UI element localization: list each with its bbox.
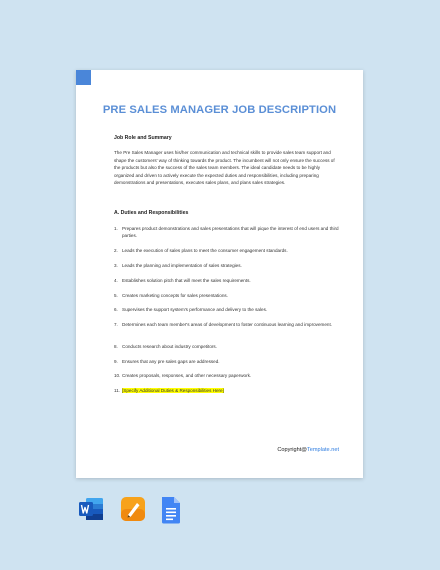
document-title: PRE SALES MANAGER JOB DESCRIPTION — [102, 104, 337, 116]
list-item-text: Conducts research about industry competitors. — [122, 344, 217, 349]
list-item-text: Creates proposals, responses, and other necessary paperwork. — [122, 373, 252, 378]
list-item-text: Determines each team member's areas of development to foster continuous learning and improvement. — [122, 322, 333, 327]
list-item-number: 1. — [114, 226, 118, 231]
list-item-text: Prepares product demonstrations and sales presentations that will pique the interest of end users and third parties. — [122, 226, 339, 239]
list-item — [114, 387, 340, 394]
google-docs-icon[interactable] — [160, 496, 182, 529]
list-item-number: 4. — [114, 278, 118, 283]
section-heading-summary: Job Role and Summary — [114, 135, 172, 141]
list-item — [114, 277, 340, 284]
list-item-number: 3. — [114, 263, 118, 268]
list-item — [114, 372, 340, 379]
list-item-text: Establishes solution pitch that will meet the sales requirements. — [122, 278, 251, 283]
list-item — [114, 247, 340, 254]
list-item-text: Leads the execution of sales plans to meet the consumer engagement standards. — [122, 248, 288, 253]
list-item-text: Leads the planning and implementation of sales strategies. — [122, 263, 242, 268]
placeholder-highlight: [Specify Additional Duties & Responsibilities Here] — [122, 388, 224, 393]
list-item-number: 8. — [114, 344, 118, 349]
list-item-number: 11. — [114, 388, 121, 393]
copyright-text: Copyright@ — [277, 447, 307, 453]
section-heading-duties: A. Duties and Responsibilities — [114, 210, 189, 216]
brand-link[interactable]: Template.net — [306, 447, 339, 453]
list-item — [114, 292, 340, 299]
summary-paragraph: The Pre Sales Manager uses his/her communication and technical skills to provide sales team support and shape the customers' way of thinking towards the product. The incumbent will not only ensure the success of the products but also the success of the sales team members. The ideal candidate needs to be highly organized and driven to actively execute the expected duties and responsibilities, including preparing demonstrations and presentations, executes sales plans, and plans sales strategies. — [114, 150, 335, 185]
list-item — [114, 321, 340, 328]
list-item-number: 10. — [114, 373, 121, 378]
document-page — [76, 70, 363, 478]
word-icon[interactable] — [78, 496, 104, 527]
list-item — [114, 225, 340, 239]
corner-accent — [76, 70, 91, 85]
list-item-number: 2. — [114, 248, 118, 253]
list-item-text: Creates marketing concepts for sales presentations. — [122, 293, 228, 298]
list-item — [114, 262, 340, 269]
list-item-text: Supervises the support system's performance and delivery to the sales. — [122, 307, 268, 312]
list-item-number: 5. — [114, 293, 118, 298]
list-item — [114, 306, 340, 313]
list-item-number: 9. — [114, 359, 118, 364]
list-item — [114, 358, 340, 365]
list-item — [114, 343, 340, 350]
pages-icon[interactable] — [120, 496, 146, 527]
list-item-text: Ensures that any pre sales gaps are addressed. — [122, 359, 220, 364]
list-item-number: 7. — [114, 322, 118, 327]
copyright-footer — [277, 447, 339, 453]
list-item-number: 6. — [114, 307, 118, 312]
